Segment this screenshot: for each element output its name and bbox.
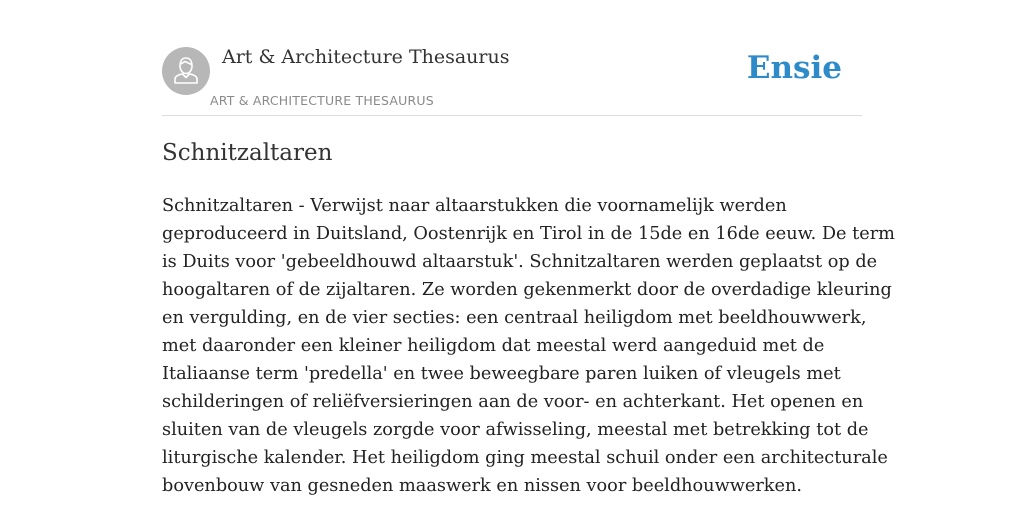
body-line: is Duits voor 'gebeeldhouwd altaarstuk'. Schnitzaltaren werden geplaatst op de — [162, 252, 878, 272]
author-avatar[interactable] — [162, 47, 210, 95]
body-line: schilderingen of reliëfversieringen aan de voor- en achterkant. Het openen en — [162, 392, 864, 412]
article-title: Schnitzaltaren — [162, 140, 333, 166]
body-line: met daaronder een kleiner heiligdom dat meestal werd aangeduid met de — [162, 336, 825, 356]
category-label[interactable]: ART & ARCHITECTURE THESAURUS — [210, 93, 434, 108]
ensie-logo[interactable]: Ensie — [746, 50, 842, 86]
user-icon — [162, 47, 210, 95]
body-line: liturgische kalender. Het heiligdom ging meestal schuil onder een architecturale — [162, 448, 888, 468]
article-body — [162, 192, 895, 500]
article-header — [162, 0, 862, 116]
author-name-link[interactable]: Art & Architecture Thesaurus — [222, 46, 510, 68]
body-line: sluiten van de vleugels zorgde voor afwisseling, meestal met betrekking tot de — [162, 420, 869, 440]
body-line: hoogaltaren of de zijaltaren. Ze worden gekenmerkt door de overdadige kleuring — [162, 280, 892, 300]
body-line: Italiaanse term 'predella' en twee beweegbare paren luiken of vleugels met — [162, 364, 841, 384]
body-line: Schnitzaltaren - Verwijst naar altaarstukken die voornamelijk werden — [162, 196, 787, 216]
body-line: bovenbouw van gesneden maaswerk en nissen voor beeldhouwwerken. — [162, 476, 802, 496]
article-card — [162, 0, 895, 512]
body-line: geproduceerd in Duitsland, Oostenrijk en Tirol in de 15de en 16de eeuw. De term — [162, 224, 895, 244]
body-line: en vergulding, en de vier secties: een centraal heiligdom met beeldhouwwerk, — [162, 308, 867, 328]
